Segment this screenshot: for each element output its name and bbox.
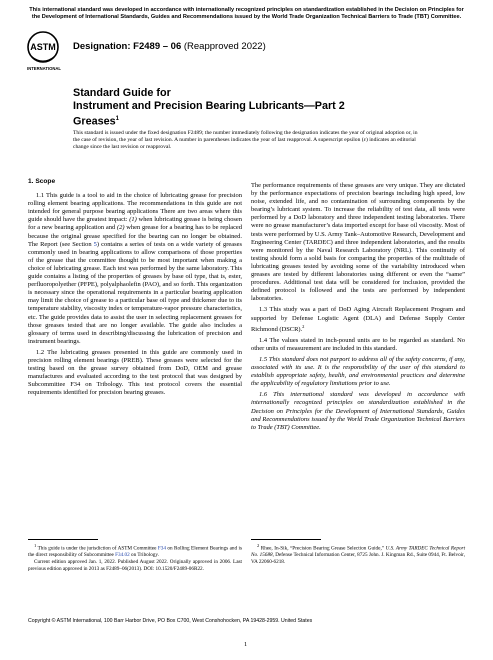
- logo-text: ASTM: [30, 42, 56, 52]
- page-number: 1: [244, 641, 248, 648]
- paragraph-1-4: 1.4 The values stated in inch-pound units are to be regarded as standard. No other units of measurement are included in this standard.: [251, 336, 465, 352]
- standard-issuance-note: This standard is issued under the fixed designation F2489; the number immediately following the designation indicates the year of original adoption or, in the case of revision, the year of last revision. A number in parentheses indicates the year of last reapproval. A superscript epsilon (ε) indicates an editorial change since the last revision or reapproval.: [73, 130, 418, 150]
- title-line-1: Standard Guide for: [73, 87, 171, 99]
- footnote-1-edition: Current edition approved Jan. 1, 2022. Published August 2022. Originally approved in 2006. Last previous edition approved in 2013 as F2489–06(2013). DOI: 10.1520/F2489-06R22.: [28, 558, 242, 572]
- p1-part-a: 1.1 This guide is a tool to aid in the choice of lubricating grease for precision rolling element bearing applications. The recommendations in this guide are not intended for general purpose bearing applications There are two areas where this guide should have the greatest impact:: [28, 192, 242, 224]
- subcommittee-f34-02-link[interactable]: F34.02: [115, 552, 130, 559]
- fn1-part-c: on Tribology.: [129, 552, 159, 559]
- title-line-3: [73, 113, 433, 129]
- committee-f34-link[interactable]: F34: [157, 545, 166, 552]
- fn2-part-b: , Defense Technical Information Center, 8725 John. J. Kingman Rd., Suite 0944, Ft. Belvoir, VA 22060-6218.: [251, 552, 465, 565]
- document-title: [73, 87, 433, 129]
- title-line-3-text: Greases: [73, 115, 116, 128]
- right-column: [251, 182, 465, 432]
- p1-part-c: when grease for a bearing has to be replaced because the original grease specified for the bearing can no longer be obtained. The Report (see Section: [28, 224, 243, 248]
- paragraph-1-5: 1.5 This standard does not purport to address all of the safety concerns, if any, associated with its use. It is the responsibility of the user of this standard to establish appropriate safety, health, and environmental practices and determine the applicability of regulatory limitations prior to use.: [251, 356, 465, 388]
- fn2-mark: 2: [257, 543, 260, 548]
- p1-item-2: (2): [116, 224, 125, 232]
- astm-logo: [26, 30, 66, 72]
- section-heading-scope: 1. Scope: [28, 178, 56, 185]
- fn1-mark: 1: [34, 543, 37, 548]
- astm-logo-icon: [26, 30, 66, 72]
- fn1-part-a: This guide is under the jurisdiction of ASTM Committee: [36, 545, 158, 552]
- section-5-link[interactable]: 5: [93, 240, 97, 248]
- designation-label: Designation: F2489 – 06: [73, 41, 182, 52]
- fn2-report-title: U.S. Army TARDEC Technical Report No. 15688: [251, 545, 466, 559]
- footnotes-right: [251, 543, 465, 566]
- paragraph-1-2-continued: The performance requirements of these greases are very unique. They are dictated by the performance expectations of precision bearings including high speed, low noise, extended life, and no contamination of surrounding components by the bearing’s lubricant system. To increase the reliability of test data, all tests were performed by a DoD laboratory and three independent testing laboratories. There were no grease manufacturer’s data imported except for base oil viscosity. Most of tests were performed by U.S. Army Tank–Automotive Research, Development and Engineering Center (TARDEC) and three independent laboratories, and the results were monitored by the Naval Research Laboratory (NRL). This continuity of testing should form a solid basis for comparing the properties of the multitude of lubricating greases tested by avoiding some of the variability introduced when greases are tested by different laboratories using different or even the “same” procedures. Additional test data will be considered for inclusion, provided the defined protocol is followed and the tests are performed by independent laboratories.: [251, 182, 465, 303]
- footnote-divider-right: [251, 539, 321, 540]
- title-footnote-mark: 1: [115, 116, 119, 122]
- designation: [73, 41, 266, 52]
- p3-text: 1.3 This study was a part of DoD Aging Aircraft Replacement Program and supported by Defense Logistic Agent (DLA) and Defense Supply Center Richmond (DSCR).: [251, 306, 465, 333]
- p3-footnote-mark: 2: [302, 323, 305, 329]
- footnote-2: [251, 543, 465, 566]
- logo-subtext: INTERNATIONAL: [27, 66, 61, 71]
- left-column: [28, 178, 242, 397]
- paragraph-1-3: [251, 306, 465, 333]
- trade-notice: This international standard was developed in accordance with internationally recognized principles on standardization established in the Decision on Principles for the Development of International Standards, Guides and Recommendations issued by the World Trade Organization Technical Barriers to Trade (TBT) Committee.: [29, 7, 464, 20]
- reapproved-year: (Reapproved 2022): [183, 41, 266, 52]
- p1-item-1: (1): [129, 216, 137, 224]
- fn1-part-b: on Rolling Element Bearings and is the direct responsibility of Subcommittee: [28, 545, 242, 559]
- p1-part-d: ) contains a series of tests on a wide variety of greases commonly used in bearing applications to allow comparisons of those properties of the grease that the committee thought to be most important when making a choice of lubricating grease. Each test was performed by the same laboratory. This guide contains a listing of the properties of greases by base oil type, that is, ester, perfluoropolyether (PFPE), polyalphaolefin (PAO), and so forth. This organization is necessary since the operational requirements in a particular bearing application may limit the choice of grease to a particular base oil type and thickener due to its temperature stability, viscosity index or temperature-vapor pressure characteristics, etc. The guide provides data to assist the user in selecting replacement greases for those greases tested that are no longer available. The guide also includes a glossary of terms used in describing/discussing the lubrication of precision and instrument bearings.: [28, 240, 242, 345]
- p1-part-b: when lubricating grease is being chosen for a new bearing application and: [28, 216, 243, 232]
- footnote-1: [28, 543, 242, 559]
- paragraph-1-1: [28, 192, 242, 346]
- paragraph-1-2: 1.2 The lubricating greases presented in this guide are commonly used in precision rolling element bearings (PREB). These greases were selected for the testing based on the grease survey obtained from DoD, OEM and grease manufactures and evaluated according to the test protocol that was designed by Subcommittee F34 on Tribology. This test protocol covers the essential requirements identified for precision bearing greases.: [28, 348, 242, 397]
- footnote-divider-left: [28, 539, 98, 540]
- copyright-line: Copyright © ASTM International, 100 Barr Harbor Drive, PO Box C700, West Conshohocken, PA 19428-2959. United States: [28, 618, 313, 624]
- footnotes-left: [28, 543, 242, 572]
- title-line-2: Instrument and Precision Bearing Lubricants—Part 2: [73, 100, 345, 112]
- fn2-part-a: Rhee, In-Sik, “Precision Bearing Grease Selection Guide,”: [259, 545, 386, 552]
- paragraph-1-6: 1.6 This international standard was developed in accordance with internationally recognized principles on standardization established in the Decision on Principles for the Development of International Standards, Guides and Recommendations issued by the World Trade Organization Technical Barriers to Trade (TBT) Committee.: [251, 391, 465, 431]
